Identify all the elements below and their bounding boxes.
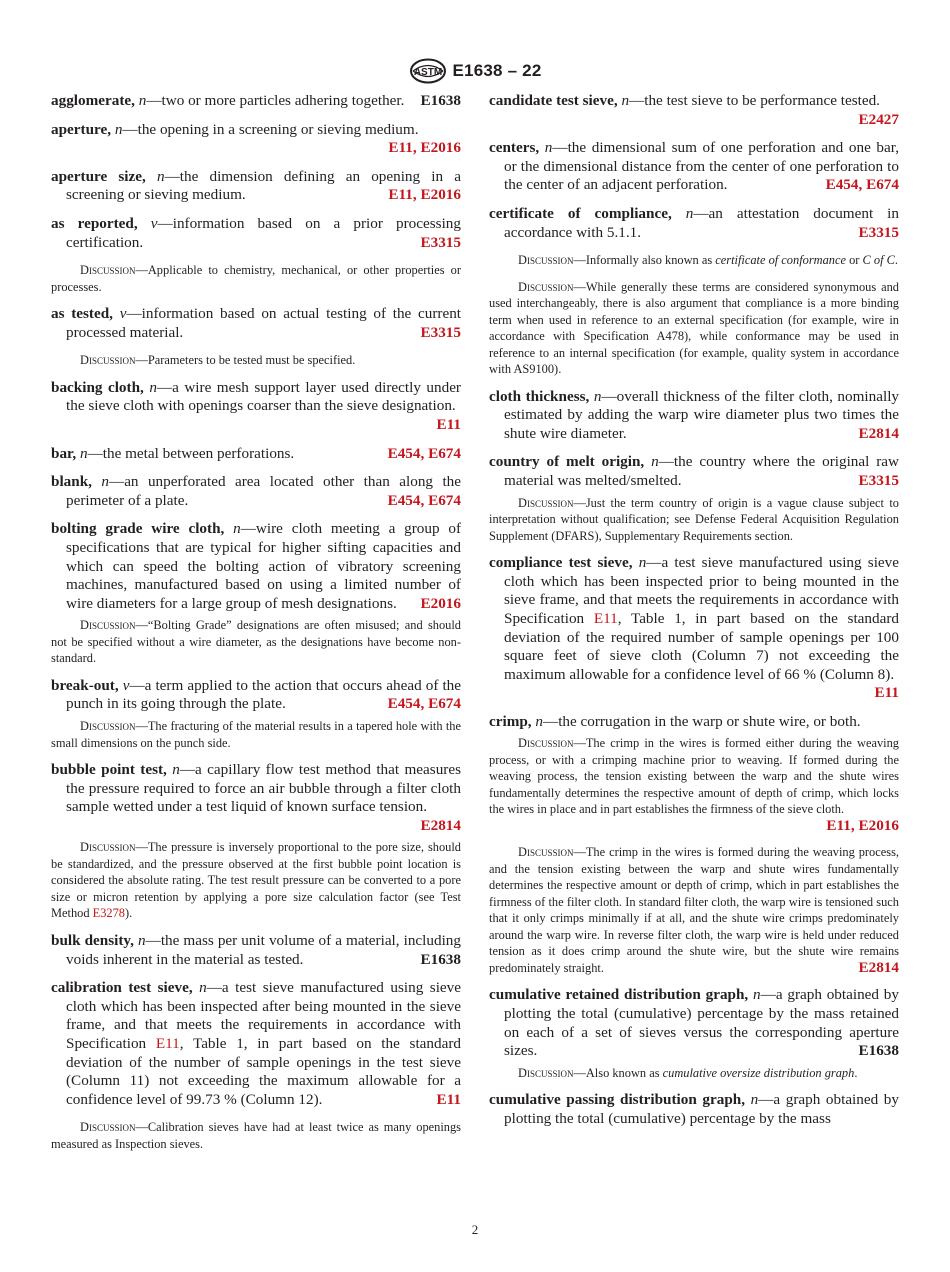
standard-link[interactable]: E11 <box>155 1034 180 1052</box>
term: centers, <box>489 139 540 157</box>
definition-cumulative-retained-distribution-graph <box>489 986 899 1060</box>
definition-text: —the metal between perforations. <box>87 444 295 462</box>
definition-text: , Table 1, in part based on the standard deviation of the number of sample openings in the test sieve (Column 11) not exceeding the maximum allowable for a confidence level of 99.73 % (Column 12). <box>66 1034 461 1108</box>
definition-text: —an attestation document in accordance with 5.1.1. <box>504 204 899 241</box>
standard-reference-link[interactable]: E2427 <box>858 110 899 128</box>
part-of-speech: n <box>753 986 761 1004</box>
definition-agglomerate <box>51 92 461 111</box>
definition-text: —information based on actual testing of the current processed material. <box>66 305 462 341</box>
definition-text: —overall thickness of the filter cloth, nominally estimated by adding the warp wire diameter plus two times the shute wire diameter. <box>504 387 900 442</box>
part-of-speech: n <box>199 979 207 997</box>
right-column <box>489 92 899 1139</box>
definition-text: —a test sieve manufactured using sieve cloth which has been inspected after being mounted in the sieve frame, and that meets the requirements in accordance with Specification <box>66 979 461 1052</box>
standard-link[interactable]: E3278 <box>92 906 126 921</box>
definition-text: —wire cloth meeting a group of specifications that are typical for higher sifting capacities and which can speed the bolting action of vibratory screening machines, manufactured based on using a limited number of wire diameters for a large group of mesh designations. <box>66 520 461 612</box>
definition-aperture-size <box>51 168 461 205</box>
definition-blank <box>51 473 461 510</box>
definition-text: , Table 1, in part based on the standard deviation of the required number of sample openings per 100 square feet of sieve cloth (Column 7) not exceeding the maximum allowable for a confidence level of 66 % (Column 8). <box>504 609 899 683</box>
part-of-speech: n <box>233 520 241 538</box>
definition-text: —information based on a prior processing certification. <box>66 214 461 251</box>
part-of-speech: n <box>138 931 146 949</box>
svg-text:ASTM: ASTM <box>413 67 442 78</box>
standard-reference-link[interactable]: E11 <box>436 416 461 434</box>
term: blank, <box>51 473 92 491</box>
standard-reference: E1638 <box>420 950 461 968</box>
definition-text: —a test sieve manufactured using sieve cloth which has been inspected prior to being mounted in the sieve frame, and that meets the requirements in accordance with Specification <box>504 554 900 627</box>
discussion-note: Discussion—While generally these terms are considered synonymous and used interchangeably, there is also argument that compliance is a more binding term when used in reference to an external specification (for example, wire in accordance with Specification A478), while conformance may be used in reference to an internal specification (for example, quality system in accordance with AS9100). <box>489 279 899 377</box>
standard-reference-link[interactable]: E2016 <box>420 594 461 612</box>
definition-compliance-test-sieve <box>489 554 899 703</box>
discussion-note: Discussion—Also known as cumulative oversize distribution graph. <box>518 1065 858 1080</box>
part-of-speech: v <box>150 214 158 232</box>
term: break-out, <box>51 676 119 694</box>
term: calibration test sieve, <box>51 979 193 997</box>
part-of-speech: n <box>156 167 165 185</box>
definition-text: —the test sieve to be performance tested. <box>629 92 880 109</box>
term: country of melt origin, <box>489 453 645 471</box>
part-of-speech: n <box>149 378 157 396</box>
definition-break-out <box>51 677 461 714</box>
part-of-speech: n <box>138 92 147 109</box>
discussion-note: Discussion—The fracturing of the material results in a tapered hole with the small dimensions on the punch side. <box>51 719 461 750</box>
part-of-speech: n <box>172 761 180 779</box>
page-number: 2 <box>471 1222 479 1237</box>
part-of-speech: n <box>685 204 694 222</box>
standard-reference-link[interactable]: E11 <box>874 684 899 702</box>
definition-cloth-thickness <box>489 388 899 444</box>
definition-bubble-point-test <box>51 761 461 835</box>
definition-text: —the mass per unit volume of a material, including voids inherent in the material as tested. <box>66 931 461 968</box>
definition-text: —the opening in a screening or sieving medium. <box>122 120 419 138</box>
page-header <box>0 56 950 86</box>
definition-text: —a graph obtained by plotting the total (cumulative) percentage by the mass retained on each of a set of sieves versus the corresponding aperture sizes. <box>504 986 899 1060</box>
astm-logo-icon <box>409 58 447 84</box>
discussion-note: Discussion—Applicable to chemistry, mechanical, or other properties or processes. <box>51 263 461 294</box>
definition-text: —a graph obtained by plotting the total (cumulative) percentage by the mass <box>504 1091 899 1127</box>
definition-calibration-test-sieve <box>51 979 461 1109</box>
discussion-note: Discussion—Calibration sieves have had at least twice as many openings measured as Inspection sieves. <box>51 1120 461 1151</box>
definition-candidate-test-sieve <box>489 92 899 129</box>
definition-text: —a capillary flow test method that measures the pressure required to force an air bubble through a filter cloth sample wetted under a test liquid of known surface tension. <box>66 761 461 816</box>
standard-reference: E1638 <box>420 92 461 109</box>
definition-text: —a wire mesh support layer used directly under the sieve cloth with openings coarser than the sieve designation. <box>66 378 461 415</box>
term: aperture size, <box>51 167 146 185</box>
part-of-speech: n <box>101 473 109 491</box>
term: bubble point test, <box>51 761 167 779</box>
part-of-speech: n <box>750 1091 759 1109</box>
definition-as-reported <box>51 215 461 252</box>
term: cumulative passing distribution graph, <box>489 1091 746 1109</box>
definition-text: —a term applied to the action that occurs ahead of the punch in its going through the plate. <box>66 676 462 713</box>
definition-bolting-grade-wire-cloth <box>51 520 461 613</box>
term: bulk density, <box>51 931 134 949</box>
definition-text: —the country where the original raw material was melted/smelted. <box>504 453 899 490</box>
standard-reference-link[interactable]: E2814 <box>858 424 899 442</box>
document-designation: E1638 – 22 <box>452 61 542 80</box>
part-of-speech: v <box>122 676 130 694</box>
part-of-speech: n <box>535 712 543 730</box>
part-of-speech: n <box>621 92 630 109</box>
definition-text: —the corrugation in the warp or shute wire, or both. <box>543 712 861 730</box>
term: bar, <box>51 444 77 462</box>
definition-centers <box>489 139 899 195</box>
standard-reference-link[interactable]: E2814 <box>420 816 461 834</box>
term: crimp, <box>489 712 532 730</box>
discussion-note: Discussion—The pressure is inversely proportional to the pore size, should be standardized, and the pressure observed at the first bubble point location is considered the absolute rating. The test result pressure can be converted to a pore size or micron retention by applying a pore size calculation factor (see Test Method E3278). <box>51 840 461 921</box>
discussion-note: Discussion—The crimp in the wires is formed either during the weaving process, or with a crimping machine prior to weaving. If formed during the weaving process, the tension existing between the warp and the shute wires fundamentally determines the respective amount of depth of crimp, which locks the wires in place and in part establishes the firmness of the sieve cloth. E11, E2016 <box>489 736 899 834</box>
definition-country-of-melt-origin <box>489 453 899 490</box>
definition-certificate-of-compliance <box>489 205 899 242</box>
standard-reference-link[interactable]: E454, E674 <box>387 695 461 713</box>
term: certificate of compliance, <box>489 204 672 222</box>
definition-backing-cloth <box>51 379 461 435</box>
term: as tested, <box>51 305 113 323</box>
definition-crimp <box>489 713 899 732</box>
standard-reference-link[interactable]: E3315 <box>420 323 461 341</box>
standard-reference-link[interactable]: E454, E674 <box>825 176 899 194</box>
standard-reference: E1638 <box>858 1042 899 1060</box>
term: bolting grade wire cloth, <box>51 520 225 538</box>
definition-cumulative-passing-distribution-graph <box>489 1091 899 1128</box>
part-of-speech: n <box>638 554 647 572</box>
standard-reference-link[interactable]: E3315 <box>420 233 461 251</box>
term: aperture, <box>51 120 112 138</box>
standard-reference-link[interactable]: E3315 <box>858 223 899 241</box>
term: as reported, <box>51 214 138 232</box>
left-column <box>51 92 461 1162</box>
term: cloth thickness, <box>489 387 590 405</box>
standard-reference-link[interactable]: E454, E674 <box>387 444 461 462</box>
definition-bar <box>51 445 461 464</box>
definition-text: —an unperforated area located other than along the perimeter of a plate. <box>66 473 462 509</box>
part-of-speech: v <box>119 305 127 323</box>
part-of-speech: n <box>114 120 123 138</box>
definition-aperture <box>51 121 461 158</box>
definition-text: —the dimensional sum of one perforation and one bar, or the dimensional distance from the center of one perforation to the center of an adjacent perforation. <box>504 139 899 194</box>
definition-bulk-density <box>51 932 461 969</box>
standard-reference-link[interactable]: E11 <box>436 1090 461 1108</box>
standard-reference-link[interactable]: E11, E2016 <box>388 139 461 157</box>
term: agglomerate, <box>51 92 135 109</box>
discussion-note: Discussion—Informally also known as certificate of conformance or C of C. <box>518 253 899 268</box>
part-of-speech: n <box>593 387 602 405</box>
standard-reference-link[interactable]: E3315 <box>858 472 899 490</box>
part-of-speech: n <box>79 444 88 462</box>
definition-as-tested <box>51 305 461 342</box>
standard-reference-link[interactable]: E11, E2016 <box>826 816 899 834</box>
discussion-note: Discussion—Parameters to be tested must be specified. <box>80 353 356 368</box>
standard-reference-link[interactable]: E11, E2016 <box>388 186 461 204</box>
term: compliance test sieve, <box>489 554 633 572</box>
discussion-note: Discussion—“Bolting Grade” designations are often misused; and should not be specified without a wire diameter, as the designations have become non-standard. <box>51 618 461 666</box>
standard-link[interactable]: E11 <box>593 609 618 627</box>
discussion-note: Discussion—Just the term country of origin is a vague clause subject to interpretation without qualification; see Defense Federal Acquisition Regulation Supplement (DFARS), Supplementary Requirements section. <box>489 495 899 543</box>
part-of-speech: n <box>651 453 659 471</box>
term: candidate test sieve, <box>489 92 618 109</box>
standard-reference-link[interactable]: E2814 <box>858 958 899 976</box>
definition-text: —the dimension defining an opening in a screening or sieving medium. <box>66 167 462 204</box>
term: cumulative retained distribution graph, <box>489 986 749 1004</box>
standard-reference-link[interactable]: E454, E674 <box>387 491 461 509</box>
definition-text: —two or more particles adhering together. <box>146 92 405 109</box>
term: backing cloth, <box>51 378 144 396</box>
part-of-speech: n <box>544 139 553 157</box>
discussion-note: Discussion—The crimp in the wires is formed during the weaving process, and the tension existing between the warp and shute wires fundamentally determines the respective amount or depth of crimp, which in part establishes the firmness of the filter cloth. In standard filter cloth, the warp wire is tensioned such that it only crimps minimally if at all, and the shute wire crimps predominately around the warp wire. In reverse filter cloth, the warp wire is held under reduced tension as it does crimp around the shute wire, but the shute wire remains predominately straight. E2814 <box>489 845 899 976</box>
